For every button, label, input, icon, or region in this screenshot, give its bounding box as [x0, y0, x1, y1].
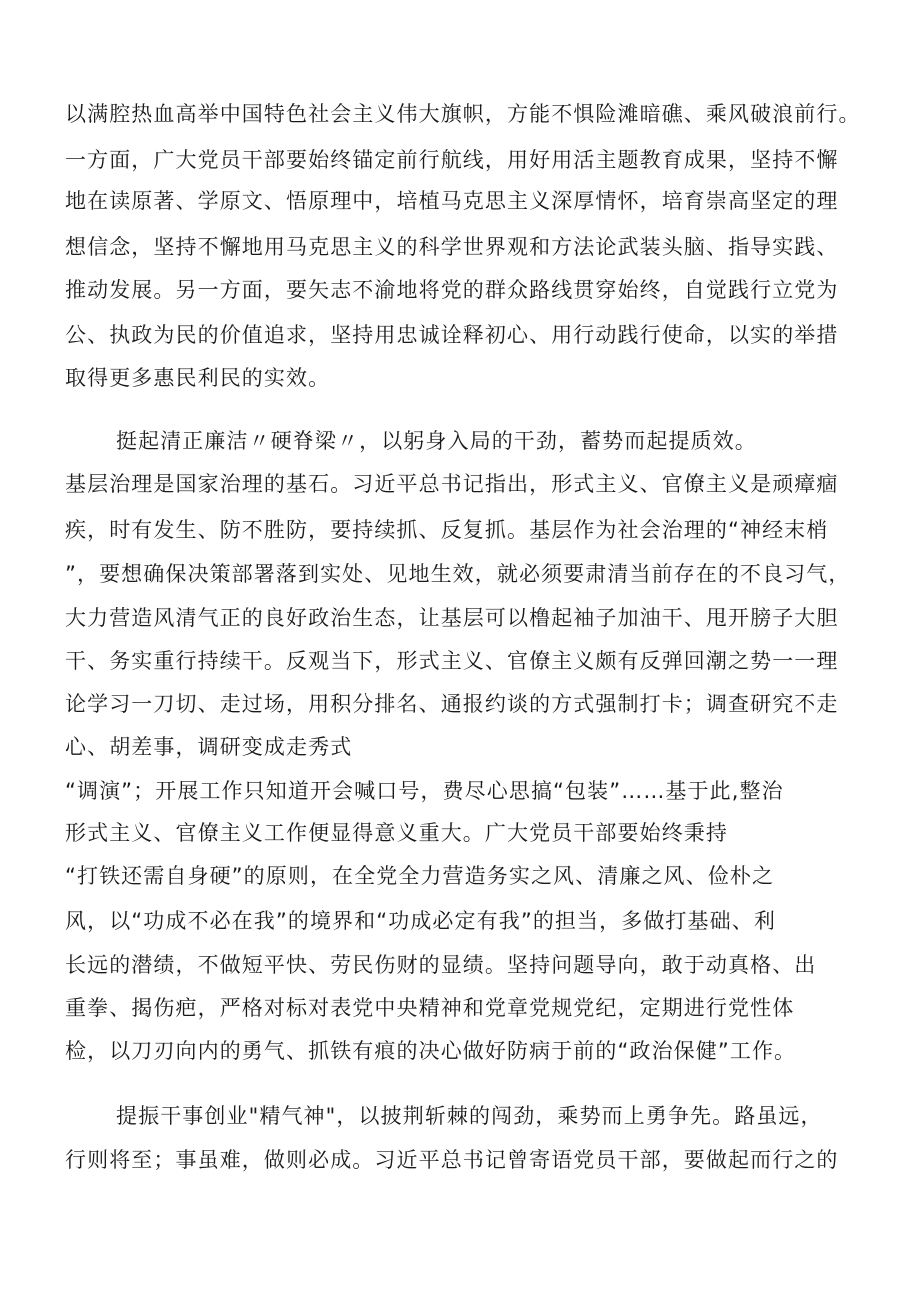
text-line: 取得更多惠民利民的实效。: [65, 366, 331, 390]
text-line: 干、务实重行持续干。反观当下，形式主义、官僚主义颇有反弹回潮之势一一理: [65, 649, 839, 673]
text-line: “调演”；开展工作只知道开会喊口号，费尽心思搞“包装”……基于此,整治: [65, 779, 784, 803]
text-line: 以满腔热血高举中国特色社会主义伟大旗帜，方能不惧险滩暗礁、乘风破浪前行。: [65, 102, 861, 126]
text-line: 行则将至；事虽难，做则必成。习近平总书记曾寄语党员干部，要做起而行之的: [65, 1148, 839, 1172]
text-line: 检，以刀刃向内的勇气、抓铁有痕的决心做好防病于前的“政治保健”工作。: [65, 1039, 797, 1063]
text-line: 重拳、揭伤疤，严格对标对表党中央精神和党章党规党纪，定期进行党性体: [65, 996, 795, 1020]
text-line: 公、执政为民的价值追求，坚持用忠诚诠释初心、用行动践行使命，以实的举措: [65, 323, 839, 347]
text-line: 大力营造风清气正的良好政治生态，让基层可以橹起袖子加油干、甩开膀子大胆: [65, 606, 839, 630]
text-line: ”，要想确保决策部署落到实处、见地生效，就必须要肃清当前存在的不良习气，: [65, 562, 851, 586]
text-line: 论学习一刀切、走过场，用积分排名、通报约谈的方式强制打卡；调查研究不走: [65, 692, 839, 716]
text-line: 地在读原著、学原文、悟原理中，培植马克思主义深厚情怀，培育崇高坚定的理: [65, 189, 839, 213]
text-line: 风，以“功成不必在我”的境界和“功成必定有我”的担当，多做打基础、利: [65, 909, 776, 933]
text-line: 想信念，坚持不懈地用马克思主义的科学世界观和方法论武装头脑、指导实践、: [65, 235, 839, 259]
text-line: 一方面，广大党员干部要始终锚定前行航线，用好用活主题教育成果，坚持不懈: [65, 148, 839, 172]
text-line: 疾，时有发生、防不胜防，要持续抓、反复抓。基层作为社会治理的“神经末梢: [65, 518, 829, 542]
text-line: 推动发展。另一方面，要矢志不渝地将党的群众路线贯穿始终，自觉践行立党为: [65, 278, 839, 302]
text-line: 基层治理是国家治理的基石。习近平总书记指出，形式主义、官僚主义是顽瘴痼: [65, 472, 839, 496]
text-line: 形式主义、官僚主义工作便显得意义重大。广大党员干部要始终秉持: [65, 821, 728, 845]
text-line: 心、胡差事，调研变成走秀式: [65, 735, 353, 759]
section-heading-line: 挺起清正廉洁〃硬脊梁〃，以躬身入局的干劲，蓄势而起提质效。: [116, 429, 757, 453]
section-heading-line: 提振干事创业"精气神"，以披荆斩棘的闯劲，乘势而上勇争先。路虽远，: [116, 1104, 823, 1128]
text-line: 长远的潜绩，不做短平快、劳民伤财的显绩。坚持问题导向，敢于动真格、出: [65, 953, 817, 977]
text-line: “打铁还需自身硬”的原则，在全党全力营造务实之风、清廉之风、俭朴之: [65, 864, 775, 888]
